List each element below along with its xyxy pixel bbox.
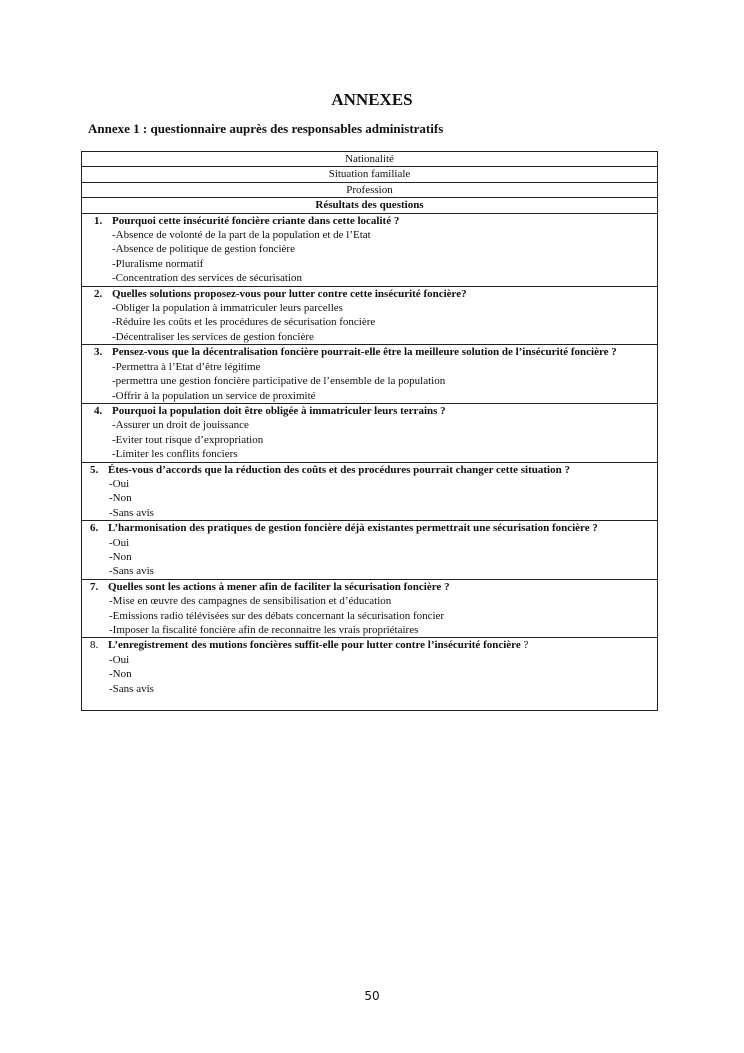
question-text (82, 580, 657, 594)
answer-item: -Non (109, 492, 132, 505)
page-title: ANNEXES (331, 90, 413, 109)
question-cell (82, 345, 658, 404)
question-cell (82, 286, 658, 345)
question-label: Pensez-vous que la décentralisation foncière pourrait-elle être la meilleure solution de l’insécurité foncière ? (112, 346, 617, 359)
question-text (82, 287, 657, 301)
questionnaire-table (81, 151, 658, 711)
header-situation-familiale: Situation familiale (82, 167, 658, 182)
answer-item: -Oui (109, 653, 130, 666)
question-cell (82, 579, 658, 638)
question-mark: ? (523, 639, 529, 652)
answer-item: -Eviter tout risque d’expropriation (112, 433, 264, 446)
question-cell (82, 213, 658, 286)
answer-item: -Sans avis (109, 506, 154, 519)
question-number: 5. (90, 463, 99, 476)
question-number: 4. (94, 404, 103, 417)
question-cell (82, 521, 658, 580)
answer-item: -Pluralisme normatif (112, 257, 204, 270)
question-label: Quelles sont les actions à mener afin de faciliter la sécurisation foncière ? (108, 580, 450, 593)
answer-item: -Obliger la population à immatriculer leurs parcelles (112, 302, 343, 315)
question-label: Quelles solutions proposez-vous pour lutter contre cette insécurité foncière? (112, 287, 467, 300)
question-number: 7. (90, 580, 99, 593)
answer-item: -Imposer la fiscalité foncière afin de reconnaitre les vrais propriétaires (109, 624, 419, 636)
question-number: 2. (94, 287, 103, 300)
answer-item: -Assurer un droit de jouissance (112, 419, 249, 432)
question-text (82, 463, 657, 477)
question-number: 8. (90, 639, 99, 652)
question-number: 1. (94, 214, 103, 227)
question-label: L’harmonisation des pratiques de gestion foncière déjà existantes permettrait une sécurisation foncière ? (108, 522, 598, 535)
answer-item: -Concentration des services de sécurisation (112, 272, 302, 285)
question-cell (82, 462, 658, 521)
answer-item: -Sans avis (109, 565, 154, 578)
question-label: Pourquoi cette insécurité foncière criante dans cette localité ? (112, 214, 400, 227)
answer-item: -Réduire les coûts et les procédures de sécurisation foncière (112, 316, 376, 329)
page-number: 50 (364, 989, 380, 1003)
question-text (82, 345, 657, 359)
answer-item: -permettra une gestion foncière participative de l’ensemble de la population (112, 375, 446, 388)
question-cell (82, 403, 658, 462)
header-nationalite: Nationalité (82, 152, 658, 167)
header-profession: Profession (82, 182, 658, 197)
question-cell (82, 638, 658, 711)
answer-item: -Mise en œuvre des campagnes de sensibilisation et d’éducation (109, 595, 392, 608)
answer-item: -Décentraliser les services de gestion foncière (112, 330, 314, 343)
answer-item: -Non (109, 550, 132, 563)
answer-item: -Absence de volonté de la part de la population et de l’Etat (112, 229, 371, 242)
answer-item: -Non (109, 668, 132, 681)
annex-heading: Annexe 1 : questionnaire auprès des responsables administratifs (88, 121, 444, 136)
question-label: L’enregistrement des mutions foncières suffit-elle pour lutter contre l’insécurité foncière (108, 639, 521, 652)
question-text (82, 521, 657, 535)
question-text (82, 404, 657, 418)
answer-item: -Absence de politique de gestion foncière (112, 243, 295, 256)
answer-item: -Permettra à l’Etat d’être légitime (112, 360, 261, 373)
question-label: Étes-vous d’accords que la réduction des coûts et des procédures pourrait changer cette situation ? (108, 463, 570, 476)
question-label: Pourquoi la population doit être obligée à immatriculer leurs terrains ? (112, 404, 446, 417)
question-text (82, 214, 657, 228)
question-number: 6. (90, 522, 99, 535)
answer-item: -Oui (109, 477, 130, 490)
question-number: 3. (94, 346, 103, 359)
answer-item: -Offrir à la population un service de proximité (112, 389, 316, 402)
results-header: Résultats des questions (82, 198, 658, 213)
answer-item: -Limiter les conflits fonciers (112, 448, 238, 461)
answer-item: -Oui (109, 536, 130, 549)
answer-item: -Emissions radio télévisées sur des débats concernant la sécurisation foncier (109, 609, 445, 622)
answer-item: -Sans avis (109, 682, 154, 695)
question-text (82, 638, 657, 652)
